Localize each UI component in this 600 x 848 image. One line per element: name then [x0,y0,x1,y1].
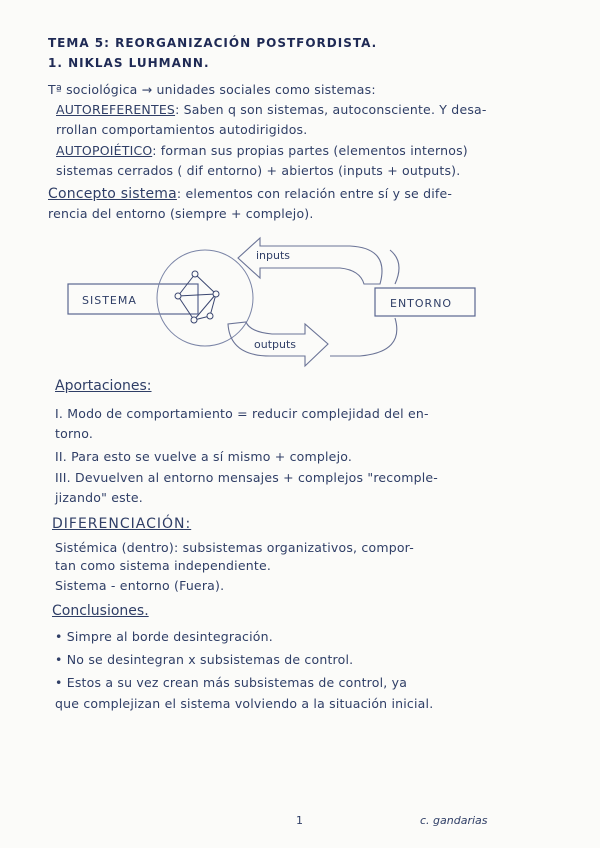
aportacion-1: I. Modo de comportamiento = reducir complejidad del en- [55,406,429,421]
conclusion-2: • No se desintegran x subsistemas de control. [55,652,354,667]
concepto-line [48,186,452,202]
autoreferentes-cont: rrollan comportamientos autodirigidos. [56,122,308,137]
diferenciacion-heading: DIFERENCIACIÓN: [52,516,192,532]
autoreferentes-text: : Saben q son sistemas, autoconsciente. Y desa- [175,102,487,117]
system-circle [157,250,253,346]
sistema-label: SISTEMA [82,294,137,307]
section-author: 1. NIKLAS LUHMANN. [48,56,210,70]
aportacion-1-cont: torno. [55,426,93,441]
inputs-label: inputs [256,249,291,262]
diferenciacion-2: Sistema - entorno (Fuera). [55,578,225,593]
feedback-curve [330,318,397,356]
page-title: TEMA 5: REORGANIZACIÓN POSTFORDISTA. [48,36,378,50]
autopoietico-text: : forman sus propias partes (elementos internos) [152,143,468,158]
concepto-label: Concepto sistema [48,186,177,202]
autopoietico-label: AUTOPOIÉTICO [56,143,153,158]
concepto-cont: rencia del entorno (siempre + complejo). [48,206,314,221]
aportacion-3: III. Devuelven al entorno mensajes + complejos "recomple- [55,470,438,485]
entorno-label: ENTORNO [390,297,453,310]
feedback-curve-top [390,250,399,284]
network-graph-icon [175,271,219,323]
conclusiones-heading: Conclusiones. [52,603,149,619]
conclusion-1: • Simpre al borde desintegración. [55,629,273,644]
outputs-label: outputs [254,338,297,351]
system-diagram [60,232,500,377]
conclusion-3-cont: que complejizan el sistema volviendo a la situación inicial. [55,696,434,711]
aportacion-2: II. Para esto se vuelve a sí mismo + complejo. [55,449,353,464]
aportaciones-heading: Aportaciones: [55,378,152,394]
signature: c. gandarias [420,814,488,827]
conclusion-3: • Estos a su vez crean más subsistemas de control, ya [55,675,408,690]
intro-line: Tª sociológica → unidades sociales como sistemas: [48,82,376,97]
concepto-text: : elementos con relación entre sí y se dife- [176,186,453,201]
aportacion-3-cont: jizando" este. [55,490,143,505]
autopoietico-line [56,143,468,158]
diferenciacion-1: Sistémica (dentro): subsistemas organizativos, compor- [55,540,414,555]
autoreferentes-line [56,102,487,117]
autoreferentes-label: AUTOREFERENTES [56,102,176,117]
diferenciacion-1-cont: tan como sistema independiente. [55,558,272,573]
page-number: 1 [296,814,303,827]
autopoietico-cont: sistemas cerrados ( dif entorno) + abiertos (inputs + outputs). [56,163,461,178]
